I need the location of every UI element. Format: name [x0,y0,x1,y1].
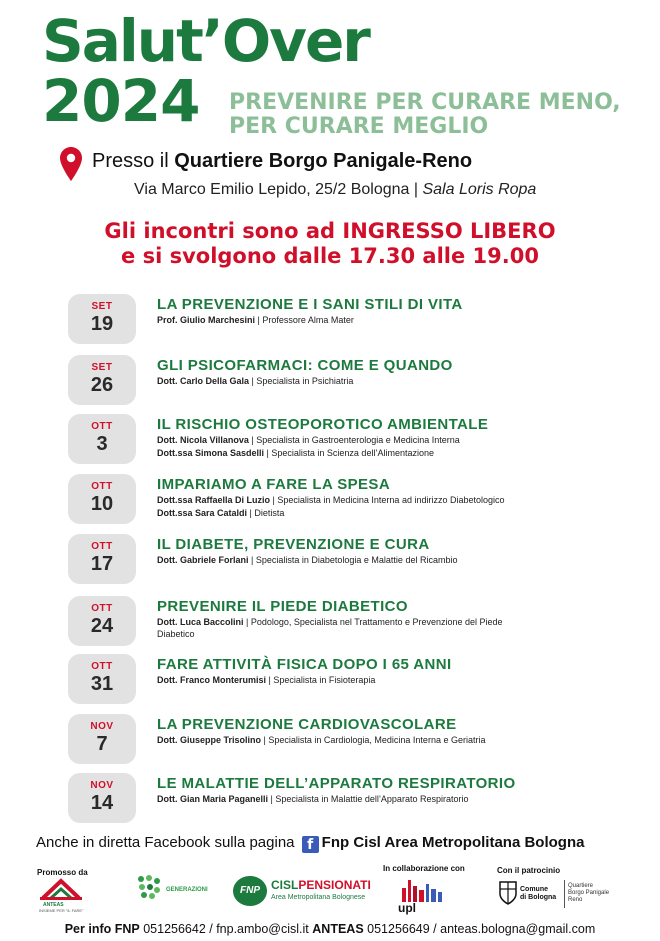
quartiere-line2: Borgo Panigale [568,890,610,896]
speaker-name: Prof. Giulio Marchesini [157,315,256,325]
event-item [0,654,660,714]
event-date [68,654,136,704]
tagline-line1: PREVENIRE PER CURARE MENO, [229,90,621,115]
facebook-page-name[interactable]: Fnp Cisl Area Metropolitana Bologna [321,834,585,851]
speaker-role: | Dietista [247,508,285,518]
notice-line1: Gli incontri sono ad INGRESSO LIBERO [104,219,556,243]
event-speaker [157,617,503,628]
contact-info [0,922,660,936]
speaker-name: Dott.ssa Simona Sasdelli [157,448,265,458]
comune-line1: Comune [520,886,548,893]
event-day: 10 [90,493,114,515]
event-date [68,714,136,764]
speaker-role: | Specialista in Psichiatria [249,376,354,386]
event-item [0,534,660,594]
speaker-name: Dott. Gian Maria Paganelli [157,794,269,804]
speaker-name: Dott. Franco Monterumisi [157,675,267,685]
facebook-icon: f [302,836,319,853]
speaker-role: | Specialista in Gastroenterologia e Medicina Interna [248,435,460,445]
speaker-name: Dott. Luca Baccolini [157,617,244,627]
event-day: 7 [96,733,108,755]
event-topic: PREVENIRE IL PIEDE DIABETICO [157,598,408,615]
event-item [0,355,660,415]
city-crest-icon [498,880,518,906]
event-item [0,414,660,474]
event-speaker [157,735,485,746]
event-speaker [157,448,434,459]
event-item [0,773,660,833]
event-title-name: Salut’Over [42,7,369,75]
speaker-name: Dott. Gabriele Forlani [157,555,249,565]
speaker-role: | Specialista in Cardiologia, Medicina Interna e Geriatria [261,735,486,745]
tagline [229,91,621,139]
event-title-year: 2024 [42,67,200,135]
bologna-towers-icon [394,876,454,902]
venue-name: Quartiere Borgo Panigale-Reno [174,150,473,172]
cisl-area: Area Metropolitana Bolognese [271,894,366,901]
event-topic: IMPARIAMO A FARE LA SPESA [157,476,391,493]
quartiere-line3: Reno [568,897,583,903]
event-month: OTT [91,661,113,672]
cisl-word: CISL [271,878,299,892]
upl-logo [394,876,454,916]
speaker-name: Dott.ssa Raffaella Di Luzio [157,495,271,505]
venue-address [134,181,536,199]
dots-mark-icon [136,874,162,900]
event-day: 26 [90,374,114,396]
notice-line2: e si svolgono dalle 17.30 alle 19.00 [121,244,539,268]
event-speaker [157,675,375,686]
event-day: 3 [96,433,108,455]
event-topic: LA PREVENZIONE E I SANI STILI DI VITA [157,296,463,313]
event-speaker [157,495,505,506]
anteas-sub: INSIEME PER "IL FARE" [39,908,84,913]
facebook-live-line [36,834,584,853]
venue-line [92,150,472,173]
event-month: OTT [91,541,113,552]
event-item [0,294,660,354]
quartiere-line1: Quartiere [568,883,594,889]
event-topic: IL RISCHIO OSTEOPOROTICO AMBIENTALE [157,416,489,433]
event-speaker [157,555,457,566]
location-pin-icon [60,147,82,181]
speaker-role: | Specialista in Fisioterapia [266,675,376,685]
generazioni-logo [136,874,212,912]
speaker-name: Dott. Nicola Villanova [157,435,249,445]
event-day: 24 [90,615,114,637]
entry-notice [0,219,660,269]
event-month: NOV [90,721,114,732]
event-speaker [157,629,195,640]
comune-bologna-logo [498,880,618,914]
speaker-name: Dott. Carlo Della Gala [157,376,250,386]
speaker-role: | Specialista in Diabetologia e Malattie del Ricambio [248,555,458,565]
event-date [68,294,136,344]
fnp-contact[interactable]: 051256642 / fnp.ambo@cisl.it [139,922,313,936]
event-day: 31 [90,673,114,695]
venue-prefix: Presso il [92,150,175,172]
event-speaker [157,435,460,446]
promoted-by-label: Promosso da [37,868,88,877]
event-speaker [157,794,468,805]
anteas-mark-icon [37,878,85,902]
event-month: SET [91,362,113,373]
event-speaker [157,508,284,519]
anteas-contact[interactable]: 051256649 / anteas.bologna@gmail.com [363,922,596,936]
anteas-label: ANTEAS [312,922,364,936]
event-date [68,773,136,823]
event-day: 14 [90,792,114,814]
facebook-text: Anche in diretta Facebook sulla pagina [36,834,299,851]
event-date [68,534,136,584]
event-month: NOV [90,780,114,791]
event-month: OTT [91,603,113,614]
event-date [68,414,136,464]
upl-name: upl [398,901,416,915]
speaker-role: | Specialista in Scienza dell’Alimentazione [264,448,434,458]
tagline-line2: PER CURARE MEGLIO [229,114,489,139]
speaker-role: Diabetico [157,629,195,639]
event-item [0,714,660,774]
event-topic: IL DIABETE, PREVENZIONE E CURA [157,536,430,553]
event-day: 17 [90,553,114,575]
room-name: Sala Loris Ropa [422,181,537,198]
generazioni-name: GENERAZIONI [166,887,208,893]
event-month: OTT [91,421,113,432]
event-item [0,596,660,656]
fnp-cisl-logo [233,876,373,908]
address-text: Via Marco Emilio Lepido, 25/2 Bologna | [134,181,423,198]
event-item [0,474,660,534]
fnp-label: Per info FNP [64,922,140,936]
event-topic: FARE ATTIVITÀ FISICA DOPO I 65 ANNI [157,656,452,673]
speaker-role: | Specialista in Malattie dell’Apparato Respiratorio [268,794,469,804]
pensionati-word: PENSIONATI [298,878,371,892]
speaker-name: Dott.ssa Sara Cataldi [157,508,248,518]
event-speaker [157,376,353,387]
speaker-role: | Podologo, Specialista nel Trattamento e Prevenzione del Piede [243,617,503,627]
event-topic: LA PREVENZIONE CARDIOVASCOLARE [157,716,457,733]
event-date [68,474,136,524]
anteas-name: ANTEAS [43,902,64,908]
speaker-name: Dott. Giuseppe Trisolino [157,735,262,745]
patronage-label: Con il patrocinio [497,866,561,875]
event-day: 19 [90,313,114,335]
event-month: OTT [91,481,113,492]
event-month: SET [91,301,113,312]
anteas-logo [37,878,85,912]
speaker-role: | Specialista in Medicina Interna ad indirizzo Diabetologico [270,495,505,505]
event-date [68,596,136,646]
event-topic: GLI PSICOFARMACI: COME E QUANDO [157,357,453,374]
event-speaker [157,315,354,326]
fnp-badge: FNP [233,876,267,906]
comune-line2: di Bologna [520,894,557,901]
event-topic: LE MALATTIE DELL’APPARATO RESPIRATORIO [157,775,516,792]
speaker-role: | Professore Alma Mater [255,315,354,325]
collaboration-label: In collaborazione con [383,864,465,873]
event-date [68,355,136,405]
